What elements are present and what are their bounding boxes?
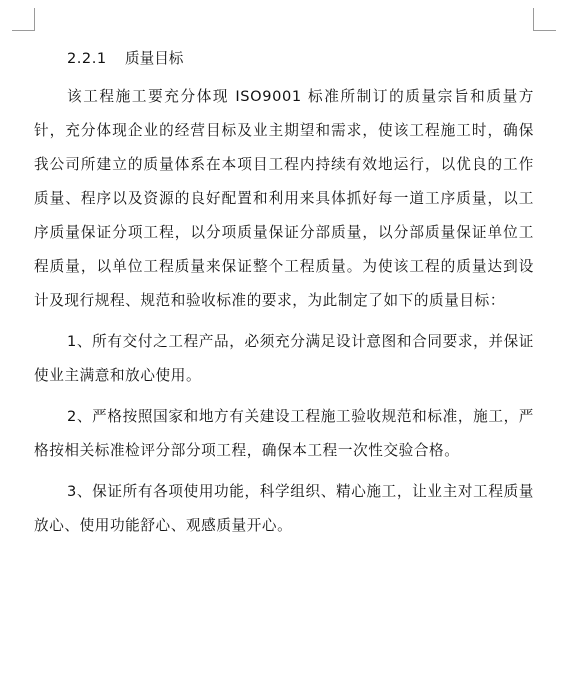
document-body[interactable]	[34, 42, 534, 543]
page-corner-mark-top-right	[533, 8, 556, 31]
section-title: 质量目标	[125, 50, 184, 67]
paragraph-goal-2: 2、严格按照国家和地方有关建设工程施工验收规范和标准，施工，严格按相关标准检评分部分项工程，确保本工程一次性交验合格。	[34, 408, 534, 459]
paragraph-goal-3: 3、保证所有各项使用功能，科学组织、精心施工，让业主对工程质量放心、使用功能舒心、观感质量开心。	[34, 483, 534, 534]
paragraph-goal-1: 1、所有交付之工程产品，必须充分满足设计意图和合同要求，并保证使业主满意和放心使用。	[34, 333, 534, 384]
section-heading	[34, 42, 534, 76]
page-corner-mark-top-left	[12, 8, 35, 31]
section-number: 2.2.1	[67, 50, 107, 67]
paragraph-intro: 该工程施工要充分体现 ISO9001 标准所制订的质量宗旨和质量方针，充分体现企业的经营目标及业主期望和需求，使该工程施工时，确保我公司所建立的质量体系在本项目工程内持续有效地运行，以优良的工作质量、程序以及资源的良好配置和利用来具体抓好每一道工序质量，以工序质量保证分项工程，以分项质量保证分部质量，以分部质量保证单位工程质量，以单位工程质量来保证整个工程质量。为使该工程的质量达到设计及现行规程、规范和验收标准的要求，为此制定了如下的质量目标：	[34, 88, 534, 309]
